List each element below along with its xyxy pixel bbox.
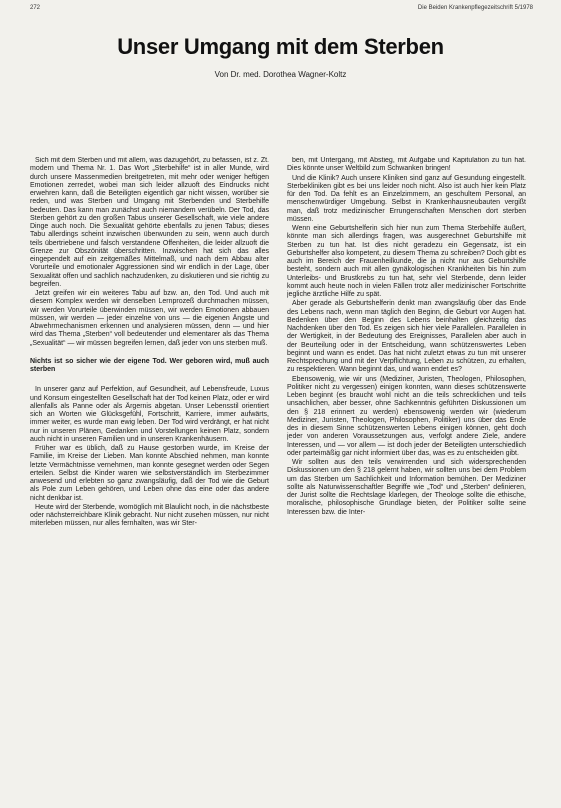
paragraph: Aber gerade als Geburtshelferin denkt man zwangsläufig über das Ende des Lebens nach, wenn man täglich den Beginn, die Geburt vor Augen hat. Bedenken über den Beginn des Lebens beinhalten gleichzeitig das Nachdenken über den Tod. Es zeigen sich hier viele Parallelen. Parallelen in der Wertigkeit, in der Bedeutung des Ereignisses, Parallelen aber auch in der Beurteilung oder in der Entscheidung, wann schützenswertes Leben beginnt und wann es endet. Das hat nicht zuletzt etwas zu tun mit unserer Rechtsprechung und mit der Verpflichtung, Leben zu schützen, zu erhalten, zu respektieren. Wann beginnt das, und wann endet es? xyxy=(287,300,526,374)
paragraph: ben, mit Untergang, mit Abstieg, mit Aufgabe und Kapitulation zu tun hat. Dies könnte unser Weltbild zum Schwanken bringen! xyxy=(287,157,526,173)
paragraph: In unserer ganz auf Perfektion, auf Gesundheit, auf Lebensfreude, Luxus und Konsum eingestellten Gesellschaft hat der Tod keinen Platz, oder er wird allenfalls als Panne oder als Ärgernis abgetan. Unser Lebensstil orientiert sich an Worten wie Glücksgefühl, Fortschritt, Karriere, immer aufwärts, immer weiter, es wurde man ewig leben. Der Tod wird verdrängt, er hat nicht nur in unseren Plänen, Gedanken und Vorstellungen keinen Platz, sondern auch nicht in unseren Familien und in unseren Krankenhäusern. xyxy=(30,386,269,443)
paragraph: Früher war es üblich, daß zu Hause gestorben wurde, im Kreise der Familie, im Kreise der Lieben. Man konnte Abschied nehmen, man konnte letzte Vermächtnisse vernehmen, man konnte gesegnet werden oder Segen erteilen. Selbst die Kinder waren wie selbstverständlich im Sterbezimmer anwesend und erlebten so ganz zwangsläufig, daß der Tod wie die Geburt als Pole zum Leben gehören, und Leben ohne das eine oder das andere nicht denkbar ist. xyxy=(30,445,269,502)
paragraph: Ebensowenig, wie wir uns (Mediziner, Juristen, Theologen, Philosophen, Politiker nicht zu vergessen) einigen konnten, wann dieses schützenswerte Leben beginnt (es braucht wohl nicht an die teils schrecklichen und teils unsachlichen, aber besser, ohne Sachkenntnis geführten Diskussionen um den § 218 erinnert zu werden) ebensowenig werden wir (wiederum Mediziner, Juristen, Theologen, Philosophen, Politiker) uns über das Ende des in diesem Sinne schützenswerten Lebens einigen können, geht doch jeder von anderen Voraussetzungen aus, verfolgt andere Ziele, andere Interessen, und — vor allem — ist doch jeder der Beteiligten unterschiedlich oder parteimäßig gar nicht informiert über das, was es zu entscheiden gibt. xyxy=(287,375,526,457)
paragraph: Jetzt greifen wir ein weiteres Tabu auf bzw. an, den Tod. Und auch mit diesem Komplex werden wir denselben Lernprozeß durchmachen müssen, wir werden Vorurteile überwinden müssen, wir werden Emotionen abbauen müssen, wir werden — jeder einzelne von uns — die eigenen Ängste und Abwehrmechanismen erkennen und analysieren müssen, denn — und hier wird das Thema „Sterben“ voll bedeutender und elementarer als das Thema „Sexualität“ — wir müssen begreifen lernen, daß jeder von uns sterben muß. xyxy=(30,290,269,347)
left-column xyxy=(30,157,269,805)
paragraph: Sich mit dem Sterben und mit allem, was dazugehört, zu befassen, ist z. Zt. modern und Thema Nr. 1. Das Wort „Sterbehilfe“ ist in aller Munde, wird durch unsere Massenmedien breitgetreten, mit mehr oder weniger heftigen Emotionen zerredet, wobei man sich leider allzuoft des Eindrucks nicht erwehren kann, daß die Beteiligten eigentlich gar nicht wissen, worüber sie reden, und was Sterben und Umgang mit Sterbenden und Sterbehilfe bedeuten. Das kann man zunächst auch niemandem verübeln. Der Tod, das Sterben gehört zu den großen Tabus unserer Gesellschaft, wie viele andere Dinge auch noch. Die Sexualität gehörte ebenfalls zu jenen Tabus; dieses Tabu allerdings scheint inzwischen überwunden zu sein, wenn auch durch teils übertriebene und falsch verstandene Offenheiten, die leider allzuoft die Grenze zur Obszönität überschritten. Inzwischen hat sich das alles eingependelt auf ein zeitgemäßes Mittelmaß, und nach dem Abbau alter Vorurteile und emotionaler Aggressionen sind wir endlich in der Lage, über Sexualität offen und sachlich nachzudenken, zu diskutieren und sie richtig zu begreifen. xyxy=(30,157,269,288)
paragraph: Wir sollten aus den teils verwirrenden und sich widersprechenden Diskussionen um den § 218 gelernt haben, wir sollten uns bei dem Problem um das Sterben um Sachlichkeit und Information bemühen. Der Mediziner sollte als Naturwissenschaftler Begriffe wie „Tod“ und „Sterben“ definieren, der Jurist sollte die Rechtslage klarlegen, der Theologe sollte die ethische, moralische, philosophische Grundlage bieten, der Politiker sollte seine Interessen bzw. die Inter- xyxy=(287,459,526,516)
article-title: Unser Umgang mit dem Sterben xyxy=(117,34,444,59)
paragraph: Und die Klinik? Auch unsere Kliniken sind ganz auf Gesundung eingestellt. Sterbekliniken gibt es bei uns leider noch nicht. Also ist auch hier kein Platz für den Tod. Da fehlt es an Einzelzimmern, an geschultem Personal, an menschenwürdiger Umgebung. Selbst in Krankenhausneubauten vergißt man, daß trotz medizinischer Errungenschaften Menschen dort sterben müssen. xyxy=(287,174,526,223)
article-byline: Von Dr. med. Dorothea Wagner-Koltz xyxy=(214,70,347,79)
journal-title: Die Beiden Krankenpflegezeitschrift 5/1978 xyxy=(417,5,533,11)
page-header xyxy=(0,5,561,17)
paragraph: Heute wird der Sterbende, womöglich mit Blaulicht noch, in die nächstbeste oder nächsterreichbare Klinik gebracht. Nur nicht zusehen müssen, nur nicht miterleben müssen, nur alles fernhalten, was wir Ster- xyxy=(30,503,269,528)
right-column xyxy=(287,157,526,805)
paragraph: Wenn eine Geburtshelferin sich hier nun zum Thema Sterbehilfe äußert, könnte man sich allerdings fragen, was ausgerechnet Geburtshilfe mit Sterben zu tun hat. Ist dies nicht geradezu ein Gegensatz, ist ein Geburtshelfer also kompetent, zu diesem Thema zu schreiben? Doch gibt es auch im Bereich der Frauenheilkunde, die ja nicht nur aus Geburtshilfe besteht, sondern auch mit allen gynäkologischen Krankheiten bis hin zum Unterleibs- und Brustkrebs zu tun hat, sehr viel Sterbende, denn leider kommt auch heute noch in vielen Fällen trotz aller medizinischer Fortschritte jegliche ärztliche Hilfe zu spät. xyxy=(287,225,526,298)
section-heading: Nichts ist so sicher wie der eigene Tod. Wer geboren wird, muß auch sterben xyxy=(30,357,269,373)
page-number: 272 xyxy=(30,5,41,11)
